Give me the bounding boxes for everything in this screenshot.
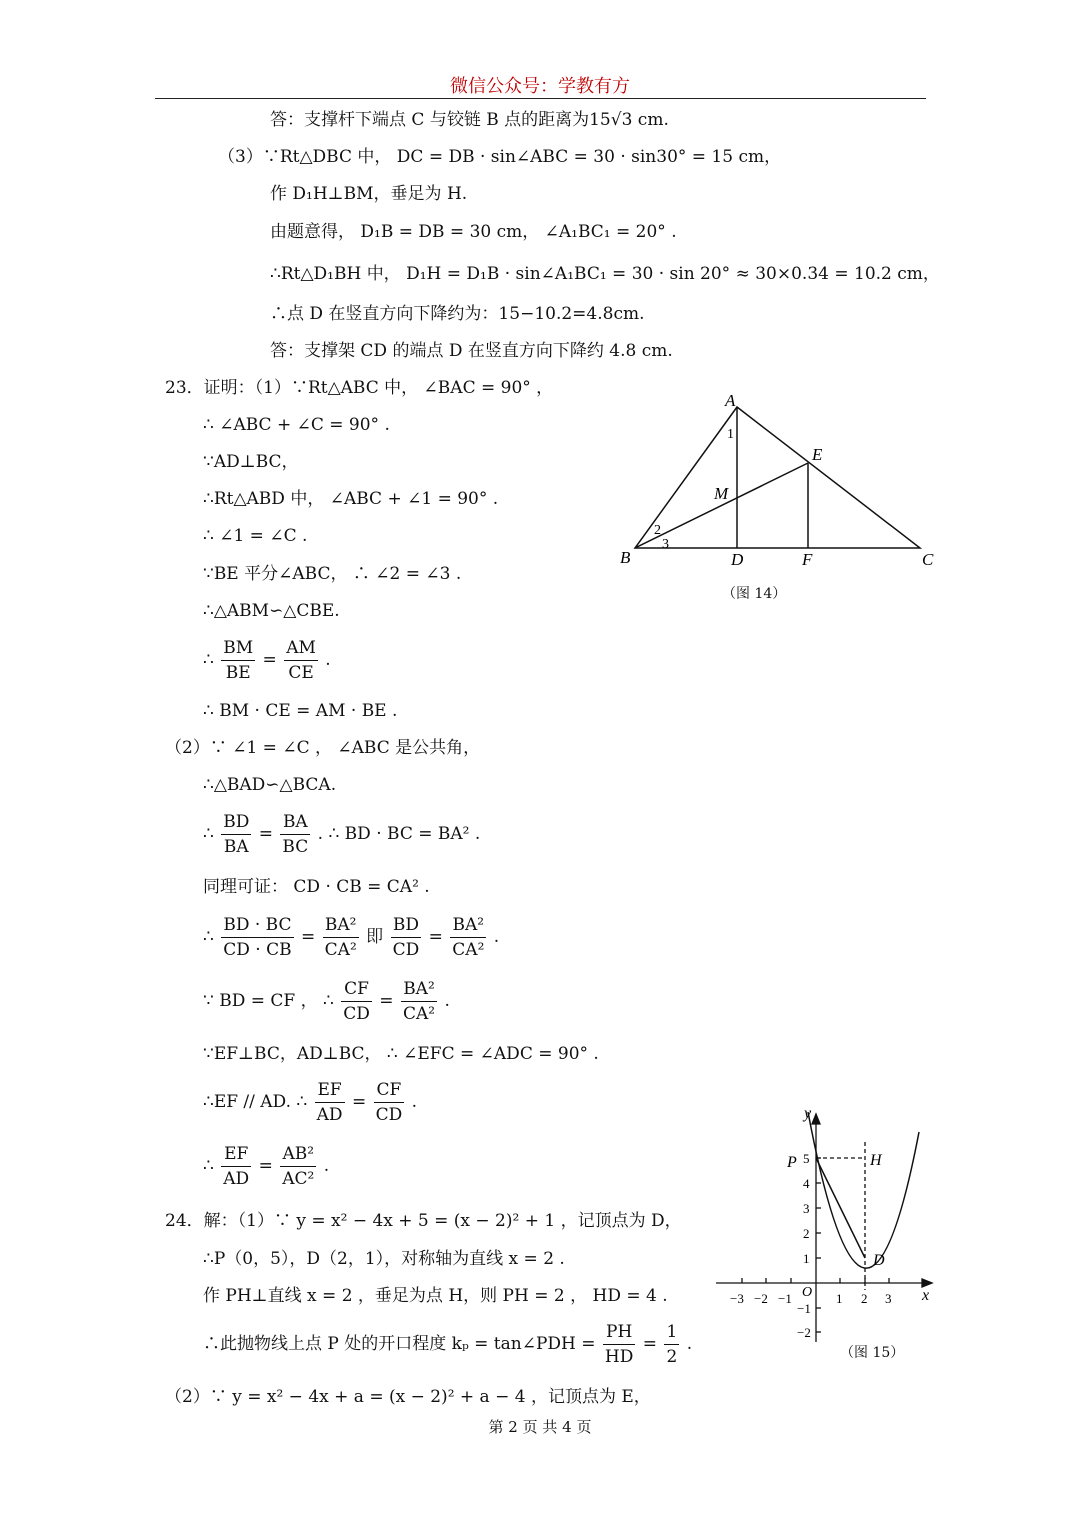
text-line: ∴ ∠1 = ∠C . — [203, 526, 308, 546]
angle-2: 2 — [654, 523, 661, 538]
question-23-heading: 23．证明：（1）∵Rt△ABC 中， ∠BAC = 90° ， — [165, 378, 554, 398]
fraction-equation: ∵ BD = CF ， ∴ $\frac{CF}{CD}$ = $\frac{\text{BA²}}{\text{CA²}}$ . — [203, 979, 450, 1024]
x-tick: −3 — [730, 1291, 744, 1306]
x-tick: −1 — [778, 1291, 792, 1306]
y-tick: −2 — [797, 1325, 811, 1340]
y-tick: 2 — [803, 1226, 810, 1241]
parabola — [808, 1112, 919, 1268]
answer-line: 答：支撑杆下端点 C 与铰链 B 点的距离为15√3 cm. — [270, 110, 669, 130]
text-line: 作 D₁H⊥BM，垂足为 H. — [270, 184, 468, 204]
text-line: ∵EF⊥BC，AD⊥BC， ∴ ∠EFC = ∠ADC = 90° . — [203, 1044, 599, 1064]
x-tick: −2 — [754, 1291, 768, 1306]
text-line: ∴Rt△ABD 中， ∠ABC + ∠1 = 90° . — [203, 489, 499, 509]
header-title: 微信公众号：学教有方 — [450, 76, 630, 97]
answer-line: 答：支撑架 CD 的端点 D 在竖直方向下降约 4.8 cm. — [270, 341, 673, 361]
y-axis-arrow — [812, 1114, 820, 1124]
fraction-equation: ∴此抛物线上点 P 处的开口程度 kₚ = tan∠PDH = $\frac{PH}{HD}$ = $\frac{1}{2}$ . — [203, 1322, 693, 1367]
y-tick: 3 — [803, 1201, 810, 1216]
header-rule — [155, 98, 926, 99]
figure-14 — [610, 385, 940, 585]
label-x: x — [922, 1287, 930, 1304]
text-line: 作 PH⊥直线 x = 2 ，垂足为点 H，则 PH = 2 ， HD = 4 . — [203, 1286, 668, 1306]
text-line: 同理可证： CD · CB = CA² . — [203, 877, 430, 897]
fraction-equation: ∴EF // AD. ∴ $\frac{EF}{AD}$ = $\frac{CF}{CD}$ . — [203, 1080, 418, 1125]
text-line: ∴Rt△D₁BH 中， D₁H = D₁B · sin∠A₁BC₁ = 30 · sin 20° ≈ 30×0.34 = 10.2 cm， — [270, 264, 940, 284]
text-line: ∴ BM · CE = AM · BE . — [203, 701, 398, 721]
label-f: F — [802, 550, 813, 569]
label-b: B — [620, 548, 631, 567]
figure-14-caption: （图 14） — [722, 586, 787, 602]
figure-15 — [710, 1100, 940, 1350]
figure-15-caption: （图 15） — [840, 1345, 905, 1361]
label-h: H — [870, 1152, 882, 1169]
fraction-equation: ∴ $\frac{BM}{BE}$ = $\frac{AM}{CE}$ . — [203, 638, 331, 683]
text-line: （3）∵Rt△DBC 中， DC = DB · sin∠ABC = 30 · sin30° = 15 cm， — [218, 147, 782, 167]
x-tick: 1 — [836, 1291, 843, 1306]
fraction-equation: ∴ $\frac{EF}{AD}$ = $\frac{\text{AB²}}{\text{AC²}}$ . — [203, 1144, 330, 1189]
label-y: y — [804, 1105, 812, 1122]
y-tick: −1 — [797, 1301, 811, 1316]
label-d: D — [873, 1252, 885, 1269]
x-tick: 2 — [861, 1291, 868, 1306]
text-line: ∴△ABM∽△CBE. — [203, 601, 340, 621]
text-line: （2）∵ ∠1 = ∠C ， ∠ABC 是公共角， — [165, 738, 481, 758]
text-line: （2）∵ y = x² − 4x + a = (x − 2)² + a − 4 ，记顶点为 E， — [165, 1387, 651, 1407]
angle-3: 3 — [662, 537, 669, 552]
label-c: C — [922, 550, 934, 569]
angle-1: 1 — [727, 427, 734, 442]
label-d: D — [731, 550, 744, 569]
label-a: A — [725, 391, 736, 410]
label-o: O — [802, 1285, 813, 1300]
label-m: M — [714, 484, 729, 503]
text-line: ∴ ∠ABC + ∠C = 90° . — [203, 415, 390, 435]
text-line: ∴△BAD∽△BCA. — [203, 775, 337, 795]
label-p: P — [787, 1154, 797, 1171]
page-footer: 第 2 页 共 4 页 — [488, 1418, 592, 1436]
x-tick: 3 — [885, 1291, 892, 1306]
fraction-equation: ∴ $\frac{BD \cdot BC}{CD \cdot CB}$ = $\frac{\text{BA²}}{\text{CA²}}$ 即 $\frac{BD}{CD}$ = $\frac{\text{BA²}}{\text{CA²}}$ . — [203, 915, 500, 960]
y-tick: 4 — [803, 1176, 810, 1191]
label-e: E — [812, 445, 823, 464]
text-line: ∵AD⊥BC， — [203, 452, 299, 472]
text-line: ∴点 D 在竖直方向下降约为：15−10.2=4.8cm. — [270, 304, 645, 324]
x-axis-arrow — [922, 1279, 932, 1287]
question-24-heading: 24．解：（1）∵ y = x² − 4x + 5 = (x − 2)² + 1 ，记顶点为 D， — [165, 1211, 682, 1231]
fraction-equation: ∴ $\frac{BD}{BA}$ = $\frac{BA}{BC}$ . ∴ BD · BC = BA² . — [203, 812, 481, 857]
text-line: 由题意得， D₁B = DB = 30 cm， ∠A₁BC₁ = 20° . — [270, 222, 677, 242]
y-tick: 1 — [803, 1251, 810, 1266]
segment-pd — [816, 1158, 865, 1258]
text-line: ∴P（0，5），D（2，1），对称轴为直线 x = 2 . — [203, 1249, 565, 1269]
text-line: ∵BE 平分∠ABC， ∴ ∠2 = ∠3 . — [203, 564, 462, 584]
y-tick: 5 — [803, 1151, 810, 1166]
